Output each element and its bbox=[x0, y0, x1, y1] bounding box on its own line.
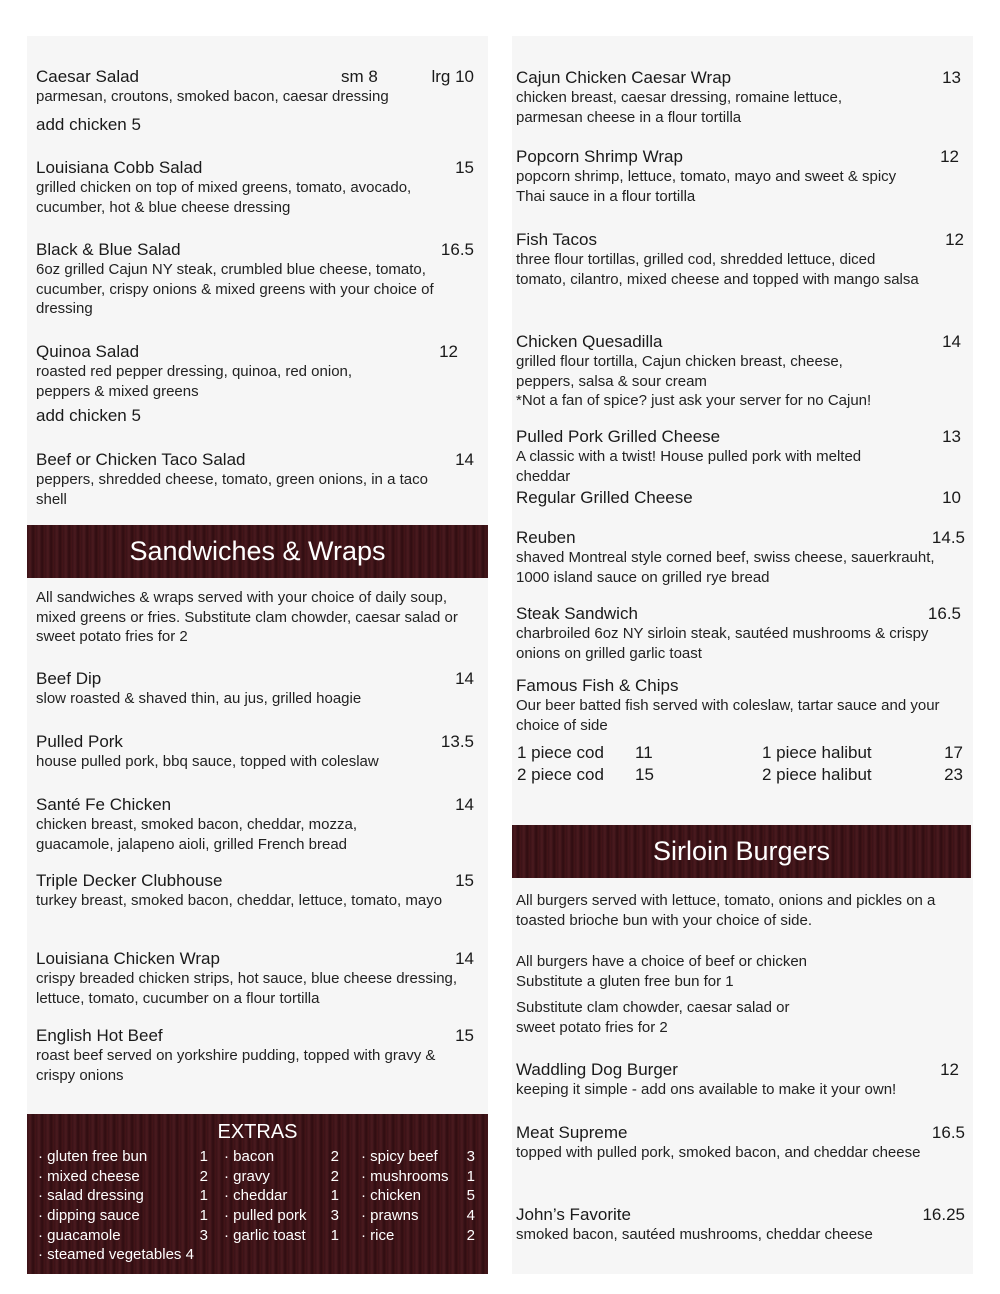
extras-column-1 bbox=[38, 1147, 208, 1265]
extras-column-3 bbox=[361, 1147, 475, 1245]
menu-item-black-blue-salad bbox=[36, 240, 474, 319]
extra-item: · dipping sauce 1 bbox=[38, 1207, 208, 1225]
fish-option-label: 1 piece cod bbox=[517, 743, 604, 762]
extra-item: · chicken 5 bbox=[361, 1187, 475, 1205]
item-name: Louisiana Cobb Salad bbox=[36, 158, 203, 177]
item-price: 12 bbox=[940, 147, 959, 166]
fish-option-price: 15 bbox=[635, 765, 654, 784]
item-price: 12 bbox=[940, 1060, 959, 1079]
sandwiches-intro: All sandwiches & wraps served with your choice of daily soup, mixed greens or fries. Substitute clam chowder, caesar salad or sweet potato fries for 2 bbox=[36, 589, 458, 646]
fish-option-price: 17 bbox=[944, 743, 963, 762]
fish-option-label: 2 piece cod bbox=[517, 765, 604, 784]
item-price: 13 bbox=[942, 427, 961, 446]
menu-item-chicken-quesadilla bbox=[516, 332, 961, 411]
item-description: peppers, shredded cheese, tomato, green onions, in a taco shell bbox=[36, 471, 428, 508]
item-name: Fish Tacos bbox=[516, 230, 597, 249]
item-description: Our beer batted fish served with coleslaw, tartar sauce and your choice of side bbox=[516, 697, 940, 734]
item-description: parmesan, croutons, smoked bacon, caesar dressing bbox=[36, 88, 389, 105]
item-name: Popcorn Shrimp Wrap bbox=[516, 147, 683, 166]
menu-item-triple-decker bbox=[36, 871, 474, 911]
addon-note: add chicken 5 bbox=[36, 406, 141, 425]
item-price: 14 bbox=[455, 450, 474, 469]
item-price: 14.5 bbox=[931, 528, 965, 547]
extra-item: · guacamole 3 bbox=[38, 1226, 208, 1244]
menu-item-taco-salad bbox=[36, 450, 474, 509]
item-price: 14 bbox=[455, 795, 474, 814]
right-menu-column bbox=[512, 36, 973, 1274]
item-price: 15 bbox=[455, 871, 474, 890]
item-name: Pulled Pork bbox=[36, 732, 123, 751]
menu-item-meat-supreme bbox=[516, 1123, 965, 1163]
menu-item-pulled-pork bbox=[36, 732, 474, 772]
item-price: 16.5 bbox=[440, 240, 474, 259]
item-description: grilled chicken on top of mixed greens, tomato, avocado, cucumber, hot & blue cheese dressing bbox=[36, 179, 412, 216]
item-description: grilled flour tortilla, Cajun chicken breast, cheese, peppers, salsa & sour cream bbox=[516, 353, 843, 390]
extra-item: · rice 2 bbox=[361, 1226, 475, 1244]
item-price: 10 bbox=[942, 488, 961, 507]
item-name: Louisiana Chicken Wrap bbox=[36, 949, 220, 968]
menu-item-johns-favorite bbox=[516, 1205, 965, 1245]
extra-item: · cheddar 1 bbox=[224, 1187, 339, 1205]
menu-item-fish-tacos bbox=[516, 230, 964, 289]
item-name: Famous Fish & Chips bbox=[516, 676, 679, 695]
fish-option-price: 11 bbox=[635, 743, 653, 762]
item-name: Black & Blue Salad bbox=[36, 240, 181, 259]
item-description: three flour tortillas, grilled cod, shredded lettuce, diced tomato, cilantro, mixed cheese and topped with mango salsa bbox=[516, 251, 919, 288]
item-price: 12 bbox=[945, 230, 964, 249]
extra-item: · pulled pork 3 bbox=[224, 1207, 339, 1225]
item-price: 16.5 bbox=[931, 1123, 965, 1142]
item-name: Regular Grilled Cheese bbox=[516, 488, 693, 507]
item-description: house pulled pork, bbq sauce, topped with coleslaw bbox=[36, 753, 379, 770]
extras-box bbox=[27, 1114, 488, 1274]
item-name: Steak Sandwich bbox=[516, 604, 638, 623]
menu-item-louisiana-wrap bbox=[36, 949, 474, 1008]
menu-item-fish-and-chips bbox=[516, 676, 961, 735]
item-price: 13.5 bbox=[440, 732, 474, 751]
menu-item-quinoa-salad bbox=[36, 342, 474, 401]
item-price: 14 bbox=[455, 669, 474, 688]
menu-item-waddling-dog-burger bbox=[516, 1060, 961, 1100]
item-description: slow roasted & shaved thin, au jus, grilled hoagie bbox=[36, 690, 362, 707]
section-banner-sandwiches: Sandwiches & Wraps bbox=[27, 525, 488, 578]
extra-item: · mixed cheese 2 bbox=[38, 1167, 208, 1185]
item-description: turkey breast, smoked bacon, cheddar, lettuce, tomato, mayo bbox=[36, 892, 443, 909]
item-description: keeping it simple - add ons available to make it your own! bbox=[516, 1081, 897, 1098]
item-description: chicken breast, smoked bacon, cheddar, mozza, guacamole, jalapeno aioli, grilled French bread bbox=[36, 816, 358, 853]
extra-item: · gluten free bun 1 bbox=[38, 1148, 208, 1165]
fish-option-label: 1 piece halibut bbox=[762, 743, 872, 762]
menu-item-caesar-salad bbox=[36, 67, 474, 107]
item-name: Triple Decker Clubhouse bbox=[36, 871, 223, 890]
extra-item: · steamed vegetables 4 bbox=[38, 1246, 194, 1264]
fish-option-price: 23 bbox=[944, 765, 963, 784]
item-description: A classic with a twist! House pulled pork with melted cheddar bbox=[516, 448, 862, 485]
item-description: popcorn shrimp, lettuce, tomato, mayo and sweet & spicy Thai sauce in a flour tortilla bbox=[516, 168, 897, 205]
item-description: topped with pulled pork, smoked bacon, and cheddar cheese bbox=[516, 1144, 921, 1161]
item-name: Chicken Quesadilla bbox=[516, 332, 663, 351]
item-description: smoked bacon, sautéed mushrooms, cheddar cheese bbox=[516, 1226, 873, 1243]
item-name: John’s Favorite bbox=[516, 1205, 631, 1224]
menu-item-english-hot-beef bbox=[36, 1026, 474, 1085]
extra-item: · salad dressing 1 bbox=[38, 1187, 208, 1205]
item-price: 16.5 bbox=[927, 604, 961, 623]
menu-item-cobb-salad bbox=[36, 158, 474, 217]
menu-item-reuben bbox=[516, 528, 965, 587]
item-description: roast beef served on yorkshire pudding, topped with gravy & crispy onions bbox=[36, 1047, 436, 1084]
burgers-intro: All burgers served with lettuce, tomato, onions and pickles on a toasted brioche bun with your choice of side. bbox=[516, 892, 936, 929]
extra-item: · mushrooms 1 bbox=[361, 1167, 475, 1185]
item-name: Santé Fe Chicken bbox=[36, 795, 172, 814]
item-price-large: lrg 10 bbox=[431, 67, 474, 86]
menu-item-sante-fe-chicken bbox=[36, 795, 474, 854]
item-name: Beef or Chicken Taco Salad bbox=[36, 450, 246, 469]
item-description: charbroiled 6oz NY sirloin steak, sautéed mushrooms & crispy onions on grilled garlic toast bbox=[516, 625, 929, 662]
item-description: roasted red pepper dressing, quinoa, red onion, peppers & mixed greens bbox=[36, 363, 353, 400]
extra-item: · garlic toast 1 bbox=[224, 1226, 339, 1244]
item-description: 6oz grilled Cajun NY steak, crumbled blue cheese, tomato, cucumber, crispy onions & mixed greens with your choice of dressing bbox=[36, 261, 434, 318]
item-name: Cajun Chicken Caesar Wrap bbox=[516, 68, 732, 87]
extra-item: · gravy 2 bbox=[224, 1167, 339, 1185]
item-price: 13 bbox=[942, 68, 961, 87]
item-description: chicken breast, caesar dressing, romaine lettuce, parmesan cheese in a flour tortilla bbox=[516, 89, 842, 126]
item-name: Quinoa Salad bbox=[36, 342, 140, 361]
addon-note: add chicken 5 bbox=[36, 115, 141, 134]
item-price: 12 bbox=[439, 342, 458, 361]
left-menu-column bbox=[27, 36, 488, 1274]
item-name: Reuben bbox=[516, 528, 576, 547]
extras-title: EXTRAS bbox=[217, 1121, 298, 1143]
menu-item-popcorn-shrimp-wrap bbox=[516, 147, 961, 206]
extra-item: · prawns 4 bbox=[361, 1207, 475, 1225]
item-name: Beef Dip bbox=[36, 669, 102, 688]
item-price: 14 bbox=[455, 949, 474, 968]
item-name: Meat Supreme bbox=[516, 1123, 628, 1142]
item-price: 16.25 bbox=[922, 1205, 965, 1224]
extra-item: · bacon 2 bbox=[224, 1148, 339, 1165]
item-price: 14 bbox=[942, 332, 961, 351]
section-banner-burgers: Sirloin Burgers bbox=[512, 825, 971, 878]
fish-option-label: 2 piece halibut bbox=[762, 765, 872, 784]
item-name: English Hot Beef bbox=[36, 1026, 163, 1045]
item-price-small: sm 8 bbox=[341, 67, 378, 86]
item-description: crispy breaded chicken strips, hot sauce, blue cheese dressing, lettuce, tomato, cucumber on a flour tortilla bbox=[36, 970, 458, 1007]
menu-item-regular-grilled-cheese bbox=[516, 488, 961, 508]
item-name: Waddling Dog Burger bbox=[516, 1060, 678, 1079]
item-description: shaved Montreal style corned beef, swiss cheese, sauerkrauht, 1000 island sauce on grilled rye bread bbox=[516, 549, 935, 586]
extras-column-2 bbox=[224, 1147, 339, 1245]
menu-item-steak-sandwich bbox=[516, 604, 961, 663]
menu-item-pulled-pork-grilled-cheese bbox=[516, 427, 961, 486]
item-price: 15 bbox=[455, 1026, 474, 1045]
item-name: Pulled Pork Grilled Cheese bbox=[516, 427, 721, 446]
extra-item: · spicy beef 3 bbox=[361, 1148, 475, 1165]
item-note: *Not a fan of spice? just ask your server for no Cajun! bbox=[516, 392, 872, 410]
burgers-substitute-note: Substitute clam chowder, caesar salad or sweet potato fries for 2 bbox=[516, 999, 790, 1036]
item-name: Caesar Salad bbox=[36, 67, 140, 86]
menu-item-beef-dip bbox=[36, 669, 474, 709]
menu-item-cajun-caesar-wrap bbox=[516, 68, 961, 127]
item-price: 15 bbox=[455, 158, 474, 177]
burgers-choice-note: All burgers have a choice of beef or chicken Substitute a gluten free bun for 1 bbox=[516, 953, 807, 990]
